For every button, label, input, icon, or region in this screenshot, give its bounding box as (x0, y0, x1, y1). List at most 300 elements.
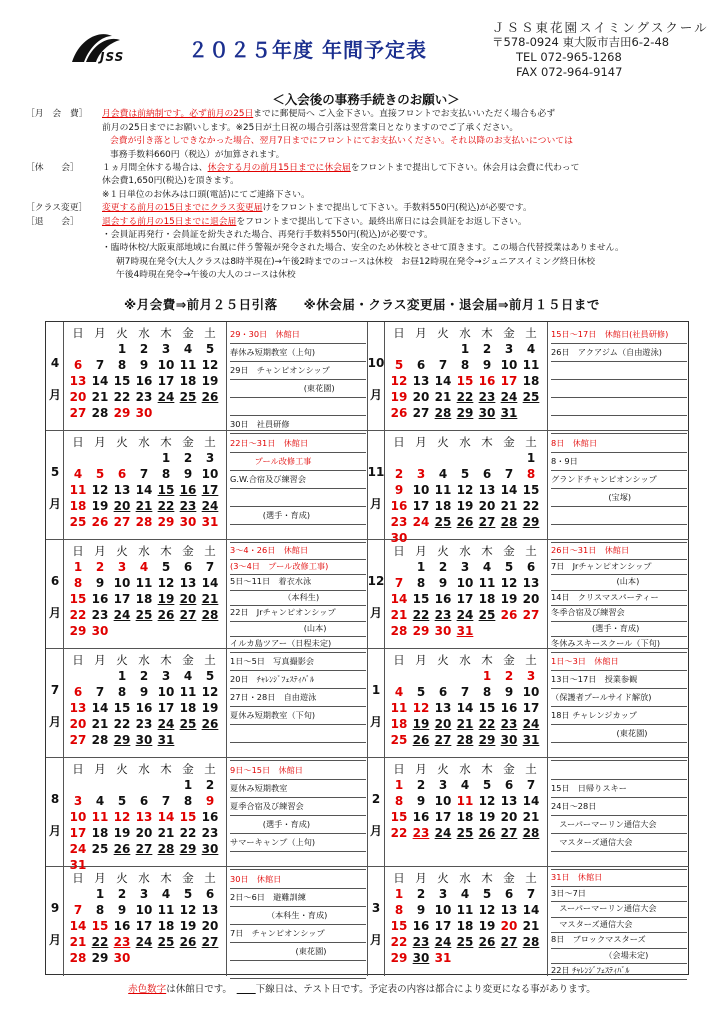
day-cell: 24 (113, 608, 131, 622)
event-line: 5日〜11日 着衣水泳 (230, 575, 366, 591)
event-line: 7日 チャンピオンシップ (230, 925, 366, 943)
month-number: 1 (371, 683, 381, 697)
weekday-header: 月 (94, 435, 106, 449)
day-cell: 21 (69, 935, 87, 949)
day-cell: 29 (179, 842, 197, 856)
weekday-header: 日 (393, 544, 405, 558)
day-cell: 9 (139, 685, 149, 699)
weekday-header: 火 (116, 435, 128, 449)
day-cell: 19 (412, 717, 430, 731)
day-cell: 30 (500, 733, 518, 747)
day-cell: 30 (91, 624, 109, 638)
weekday-header: 火 (116, 871, 128, 885)
day-cell: 15 (478, 701, 496, 715)
event-line: (選手・育成) (230, 816, 366, 834)
weekday-header: 月 (94, 544, 106, 558)
day-cell: 3 (73, 794, 83, 808)
day-cell: 2 (504, 669, 514, 683)
day-cell: 13 (113, 483, 131, 497)
day-cell: 22 (157, 499, 175, 513)
day-cell: 19 (201, 701, 219, 715)
day-cell: 3 (460, 560, 470, 574)
day-cell: 22 (113, 390, 131, 404)
day-cell: 5 (460, 467, 470, 481)
day-cell: 8 (117, 685, 127, 699)
month-label (367, 758, 385, 866)
day-cell: 27 (434, 733, 452, 747)
footer-underline-legend (237, 984, 256, 995)
day-cell: 9 (183, 467, 193, 481)
day-cell: 9 (438, 576, 448, 590)
day-cell: 6 (526, 560, 536, 574)
weekday-header: 木 (160, 653, 172, 667)
day-cell: 31 (500, 406, 518, 420)
day-cell: 31 (522, 733, 540, 747)
day-cell: 14 (157, 810, 175, 824)
fee-line-1-red: 月会費は前納制です。必ず前月の25日 (102, 109, 254, 120)
day-cell: 28 (201, 608, 219, 622)
day-cell: 7 (205, 560, 215, 574)
day-cell: 5 (394, 358, 404, 372)
day-cell: 23 (500, 717, 518, 731)
month-label (46, 431, 64, 539)
day-cell: 8 (526, 467, 536, 481)
day-cell: 19 (478, 810, 496, 824)
day-cell: 5 (117, 794, 127, 808)
month-number: 10 (367, 356, 385, 370)
day-cell: 10 (157, 685, 175, 699)
event-list (226, 431, 368, 539)
event-line: 14日 クリスマスパーティー (551, 591, 687, 607)
footer-red-legend: 赤色数字 (128, 984, 167, 995)
weekday-header: 日 (393, 326, 405, 340)
day-cell: 18 (179, 374, 197, 388)
month-number: 2 (371, 792, 381, 806)
leave-line-1-red: 休会する月の前月15日までに休会届 (207, 163, 351, 174)
day-cell: 25 (434, 515, 452, 529)
day-cell: 6 (438, 685, 448, 699)
day-cell: 21 (456, 717, 474, 731)
day-cell: 18 (91, 826, 109, 840)
weekday-header: 金 (182, 653, 194, 667)
day-cell: 22 (91, 935, 109, 949)
day-cell: 28 (157, 842, 175, 856)
event-line: (選手・育成) (230, 507, 366, 525)
day-cell: 14 (456, 701, 474, 715)
day-cell: 21 (500, 499, 518, 513)
day-cell: 18 (179, 701, 197, 715)
day-cell: 24 (500, 390, 518, 404)
event-line: (山本) (230, 622, 366, 638)
day-cell: 7 (460, 685, 470, 699)
weekday-header: 金 (182, 435, 194, 449)
day-cell: 19 (113, 826, 131, 840)
weekday-header: 木 (481, 544, 493, 558)
event-list (226, 758, 368, 866)
weekday-header: 金 (503, 653, 515, 667)
day-cell: 8 (394, 794, 404, 808)
day-cell: 10 (113, 576, 131, 590)
month-label (46, 322, 64, 430)
day-cell: 4 (394, 685, 404, 699)
day-cell: 12 (91, 483, 109, 497)
day-cell: 29 (113, 733, 131, 747)
day-cell: 15 (390, 919, 408, 933)
day-cell: 27 (113, 515, 131, 529)
day-cell: 23 (412, 826, 430, 840)
day-cell: 24 (412, 515, 430, 529)
event-list (226, 322, 368, 430)
day-cell: 20 (478, 499, 496, 513)
day-cell: 7 (95, 685, 105, 699)
day-cell: 14 (91, 374, 109, 388)
day-cell: 7 (95, 358, 105, 372)
day-cell: 22 (113, 717, 131, 731)
weekday-header: 土 (525, 871, 537, 885)
month-number: 11 (367, 465, 385, 479)
weekday-header: 土 (204, 653, 216, 667)
weekday-header: 月 (94, 871, 106, 885)
class-line: けをフロントまで提出して下さい。手数料550円(税込)が必要です。 (262, 203, 532, 214)
day-cell: 21 (135, 499, 153, 513)
event-list (547, 431, 689, 539)
day-cell: 27 (522, 608, 540, 622)
weekday-header: 水 (459, 544, 471, 558)
event-line: 7日 Jrチャンピオンシップ (551, 560, 687, 576)
day-cell: 11 (179, 685, 197, 699)
day-cell: 12 (478, 903, 496, 917)
day-cell: 1 (117, 669, 127, 683)
day-cell: 12 (201, 358, 219, 372)
day-cell: 8 (416, 576, 426, 590)
day-cell: 12 (201, 685, 219, 699)
quit-label: ［退 会］ (26, 216, 79, 227)
day-cell: 26 (412, 733, 430, 747)
page-title: ２０２５年度 年間予定表 (188, 38, 427, 62)
day-cell: 30 (135, 733, 153, 747)
day-cell: 12 (113, 810, 131, 824)
day-cell: 28 (456, 733, 474, 747)
event-line: (山本) (551, 575, 687, 591)
day-cell: 30 (478, 406, 496, 420)
day-cell: 4 (438, 467, 448, 481)
day-cell: 4 (73, 467, 83, 481)
day-cell: 26 (390, 406, 408, 420)
day-cell: 31 (157, 733, 175, 747)
weekday-header: 水 (459, 653, 471, 667)
day-cell: 23 (135, 717, 153, 731)
weekday-header: 金 (503, 544, 515, 558)
day-cell: 1 (117, 342, 127, 356)
day-cell: 23 (434, 608, 452, 622)
weekday-header: 日 (72, 871, 84, 885)
month-suffix: 月 (48, 606, 61, 620)
weekday-header: 水 (459, 871, 471, 885)
day-cell: 26 (201, 390, 219, 404)
event-line: （保護者プールサイド解放) (551, 689, 687, 707)
event-line: （会場未定) (551, 949, 687, 965)
day-cell: 13 (412, 374, 430, 388)
day-cell: 12 (412, 701, 430, 715)
event-list (547, 540, 689, 648)
day-cell: 17 (113, 592, 131, 606)
weekday-header: 木 (481, 762, 493, 776)
school-tel: TEL 072-965-1268 (516, 50, 622, 64)
day-cell: 16 (135, 701, 153, 715)
day-cell: 28 (522, 826, 540, 840)
day-cell: 21 (434, 390, 452, 404)
day-cell: 1 (526, 451, 536, 465)
day-cell: 4 (460, 778, 470, 792)
event-line: (東花園) (551, 725, 687, 743)
day-cell: 12 (500, 576, 518, 590)
day-cell: 26 (113, 842, 131, 856)
weekday-header: 月 (415, 326, 427, 340)
event-line (551, 398, 687, 416)
day-cell: 21 (157, 826, 175, 840)
day-cell: 4 (482, 560, 492, 574)
day-cell: 22 (69, 608, 87, 622)
event-line: グランドチャンピオンシップ (551, 471, 687, 489)
month-suffix: 月 (369, 497, 382, 511)
weekday-header: 月 (415, 762, 427, 776)
day-cell: 25 (135, 608, 153, 622)
event-line: 29日 チャンピオンシップ (230, 362, 366, 380)
day-cell: 17 (135, 919, 153, 933)
day-cell: 13 (69, 374, 87, 388)
day-cell: 31 (201, 515, 219, 529)
day-cell: 22 (412, 608, 430, 622)
day-cell: 13 (522, 576, 540, 590)
event-line: (選手・育成) (551, 622, 687, 638)
day-cell: 3 (504, 342, 514, 356)
weekday-header: 水 (459, 435, 471, 449)
event-line: マスターズ通信大会 (551, 918, 687, 934)
day-cell: 24 (69, 842, 87, 856)
day-cell: 25 (157, 935, 175, 949)
month-block-8 (46, 758, 368, 872)
class-label: ［クラス変更］ (26, 203, 88, 214)
event-line: 26日〜31日 休館日 (551, 544, 687, 560)
day-cell: 21 (390, 608, 408, 622)
day-cell: 14 (522, 794, 540, 808)
event-list (547, 322, 689, 430)
day-cell: 13 (500, 794, 518, 808)
event-line: G.W.合宿及び練習会 (230, 471, 366, 489)
day-cell: 5 (205, 669, 215, 683)
weekday-header: 木 (481, 653, 493, 667)
weekday-header: 水 (459, 762, 471, 776)
day-cell: 11 (456, 903, 474, 917)
day-cell: 3 (117, 560, 127, 574)
day-cell: 23 (201, 826, 219, 840)
day-cell: 5 (482, 778, 492, 792)
day-cell: 14 (522, 903, 540, 917)
day-cell: 15 (69, 592, 87, 606)
weekday-header: 火 (437, 544, 449, 558)
day-cell: 8 (161, 467, 171, 481)
day-cell: 16 (412, 810, 430, 824)
day-cell: 6 (73, 685, 83, 699)
day-cell: 24 (135, 935, 153, 949)
day-cell: 3 (438, 778, 448, 792)
day-cell: 11 (434, 483, 452, 497)
month-block-11 (367, 431, 689, 545)
day-cell: 8 (117, 358, 127, 372)
day-cell: 24 (456, 608, 474, 622)
event-line: 26日 アクアジム（自由遊泳) (551, 344, 687, 362)
weekday-header: 土 (204, 435, 216, 449)
event-line: 31日 休館日 (551, 871, 687, 887)
day-cell: 15 (456, 374, 474, 388)
day-cell: 18 (135, 592, 153, 606)
day-cell: 10 (434, 903, 452, 917)
weekday-header: 日 (393, 653, 405, 667)
day-cell: 4 (460, 887, 470, 901)
event-list (547, 867, 689, 976)
event-line (551, 762, 687, 780)
day-cell: 28 (434, 406, 452, 420)
event-line: 冬季合宿及び練習会 (551, 606, 687, 622)
event-line: 22日 Jrチャンピオンシップ (230, 606, 366, 622)
day-cell: 6 (73, 358, 83, 372)
weekday-header: 木 (160, 435, 172, 449)
day-cell: 20 (135, 826, 153, 840)
day-cell: 2 (438, 560, 448, 574)
day-cell: 18 (456, 810, 474, 824)
weekday-header: 水 (138, 326, 150, 340)
day-cell: 16 (135, 374, 153, 388)
event-line: スーパーマーリン通信大会 (551, 816, 687, 834)
day-cell: 3 (526, 669, 536, 683)
day-cell: 5 (205, 342, 215, 356)
day-cell: 19 (201, 374, 219, 388)
weekday-header: 木 (160, 544, 172, 558)
weekday-header: 金 (503, 762, 515, 776)
day-cell: 4 (183, 669, 193, 683)
day-cell: 21 (91, 390, 109, 404)
school-info (492, 20, 709, 80)
event-line: (3〜4日 プール改修工事) (230, 560, 366, 576)
fee-line-3: 会費が引き落としできなかった場合、翌月7日までにフロントにてお支払いください。それ以降のお支払いについては (110, 136, 573, 147)
weekday-header: 日 (72, 435, 84, 449)
day-cell: 4 (95, 794, 105, 808)
weekday-header: 土 (525, 653, 537, 667)
event-line: 1日〜5日 写真撮影会 (230, 653, 366, 671)
day-cell: 30 (135, 406, 153, 420)
day-cell: 2 (416, 778, 426, 792)
month-suffix: 月 (48, 933, 61, 947)
day-cell: 10 (500, 358, 518, 372)
day-cell: 1 (460, 342, 470, 356)
month-label (46, 649, 64, 757)
day-cell: 9 (117, 903, 127, 917)
day-cell: 2 (205, 778, 215, 792)
day-cell: 1 (161, 451, 171, 465)
weekday-header: 木 (160, 762, 172, 776)
weekday-header: 金 (182, 871, 194, 885)
month-label (46, 758, 64, 866)
day-cell: 16 (478, 374, 496, 388)
day-cell: 11 (179, 358, 197, 372)
event-line (230, 961, 366, 979)
day-cell: 15 (157, 483, 175, 497)
weekday-header: 水 (138, 762, 150, 776)
day-cell: 2 (394, 467, 404, 481)
day-cell: 24 (157, 717, 175, 731)
weekday-header: 木 (481, 326, 493, 340)
event-line (551, 507, 687, 525)
day-cell: 20 (201, 919, 219, 933)
weekday-header: 月 (415, 871, 427, 885)
event-line: スーパーマーリン通信大会 (551, 902, 687, 918)
day-cell: 20 (412, 390, 430, 404)
footer-text-2: 下線日は、テスト日です。予定表の内容は都合により変更になる事があります。 (255, 984, 596, 995)
day-cell: 17 (69, 826, 87, 840)
day-cell: 9 (482, 358, 492, 372)
day-cell: 14 (500, 483, 518, 497)
month-number: 3 (371, 901, 381, 915)
day-cell: 22 (390, 826, 408, 840)
event-line: 13日〜17日 授業参観 (551, 671, 687, 689)
event-line: （本科生) (230, 591, 366, 607)
day-cell: 3 (161, 342, 171, 356)
day-cell: 26 (91, 515, 109, 529)
day-cell: 26 (500, 608, 518, 622)
notice-heading: ＜入会後の事務手続きのお願い＞ (272, 92, 460, 107)
day-cell: 1 (95, 887, 105, 901)
school-address: 〒578-0924 東大阪市吉田6-2-48 (492, 35, 670, 49)
event-line (230, 725, 366, 743)
day-cell: 28 (390, 624, 408, 638)
day-cell: 6 (504, 887, 514, 901)
day-cell: 27 (500, 935, 518, 949)
day-cell: 14 (135, 483, 153, 497)
day-cell: 13 (478, 483, 496, 497)
day-cell: 6 (205, 887, 215, 901)
day-cell: 18 (456, 919, 474, 933)
summary-line: ※月会費⇒前月２５日引落 ※休会届・クラス変更届・退会届⇒前月１５日まで (124, 297, 600, 312)
day-cell: 24 (201, 499, 219, 513)
weekday-header: 日 (393, 871, 405, 885)
month-label (46, 867, 64, 976)
weekday-header: 日 (393, 762, 405, 776)
notice-section (26, 93, 706, 283)
day-cell: 4 (161, 887, 171, 901)
day-cell: 26 (179, 935, 197, 949)
month-block-7 (46, 649, 368, 758)
weekday-header: 金 (503, 435, 515, 449)
day-cell: 18 (522, 374, 540, 388)
weekday-header: 月 (94, 326, 106, 340)
day-cell: 5 (161, 560, 171, 574)
day-cell: 27 (179, 608, 197, 622)
day-cell: 10 (434, 794, 452, 808)
weekday-header: 土 (204, 871, 216, 885)
day-cell: 21 (201, 592, 219, 606)
day-cell: 27 (69, 733, 87, 747)
day-cell: 15 (91, 919, 109, 933)
day-cell: 18 (434, 499, 452, 513)
month-label (367, 649, 385, 757)
day-cell: 23 (91, 608, 109, 622)
day-cell: 15 (390, 810, 408, 824)
day-cell: 15 (113, 374, 131, 388)
day-cell: 20 (69, 717, 87, 731)
event-line (551, 380, 687, 398)
day-cell: 6 (139, 794, 149, 808)
weekday-header: 火 (116, 326, 128, 340)
